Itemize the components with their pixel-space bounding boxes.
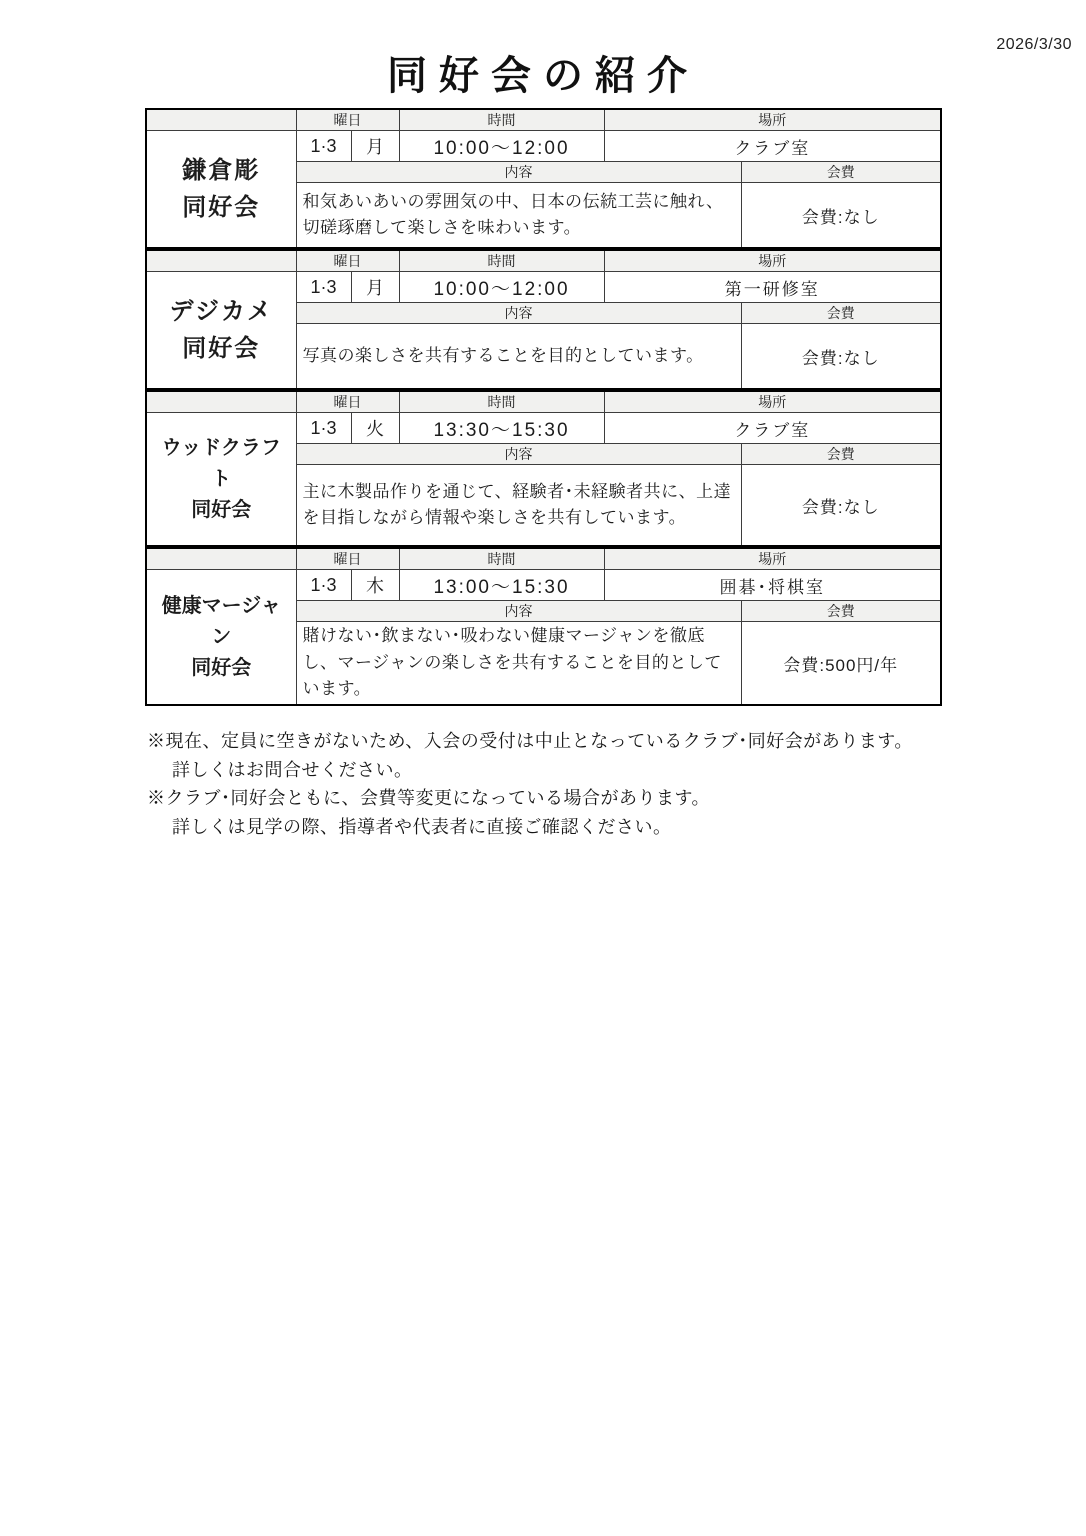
footnote-line: ※現在、定員に空きがないため、入会の受付は中止となっているクラブ･同好会があります。: [147, 731, 913, 751]
header-content: 内容: [296, 303, 741, 324]
fee-value: 会費:なし: [741, 465, 941, 547]
page-title: 同好会の紹介: [387, 52, 699, 99]
club-name-line1: 健康マージャン: [161, 594, 281, 648]
club-block-digicame: [145, 249, 942, 390]
header-day: 曜日: [296, 391, 399, 413]
header-place: 場所: [604, 548, 941, 570]
header-fee: 会費: [741, 601, 941, 622]
place-value: クラブ室: [604, 413, 941, 444]
club-name-line2: 同好会: [182, 335, 261, 362]
name-header-cell: [146, 391, 296, 413]
header-time: 時間: [399, 548, 604, 570]
club-name-line2: 同好会: [182, 194, 261, 221]
header-time: 時間: [399, 391, 604, 413]
name-header-cell: [146, 548, 296, 570]
place-value: 第一研修室: [604, 272, 941, 303]
fee-value: 会費:500円/年: [741, 622, 941, 706]
fee-value: 会費:なし: [741, 183, 941, 249]
day-value: 月: [351, 131, 399, 162]
place-value: クラブ室: [604, 131, 941, 162]
header-day: 曜日: [296, 250, 399, 272]
time-value: 13:30～15:30: [399, 413, 604, 444]
header-place: 場所: [604, 391, 941, 413]
name-header-cell: [146, 109, 296, 131]
header-time: 時間: [399, 250, 604, 272]
club-block-kamakurabori: [145, 108, 942, 249]
name-header-cell: [146, 250, 296, 272]
club-tables: [145, 108, 940, 706]
club-block-mahjong: [145, 547, 942, 706]
day-value: 月: [351, 272, 399, 303]
weeks-value: 1·3: [296, 570, 351, 601]
header-fee: 会費: [741, 162, 941, 183]
header-content: 内容: [296, 162, 741, 183]
club-name: [146, 413, 296, 547]
header-place: 場所: [604, 109, 941, 131]
day-value: 木: [351, 570, 399, 601]
club-name: [146, 272, 296, 390]
header-day: 曜日: [296, 548, 399, 570]
header-place: 場所: [604, 250, 941, 272]
document-date: 2026/3/30: [996, 36, 1072, 53]
content-text: 和気あいあいの雰囲気の中、日本の伝統工芸に触れ、切磋琢磨して楽しさを味わいます。: [296, 183, 741, 249]
time-value: 10:00～12:00: [399, 131, 604, 162]
club-block-woodcraft: [145, 390, 942, 547]
weeks-value: 1·3: [296, 272, 351, 303]
club-name-line2: 同好会: [191, 498, 252, 521]
club-name: [146, 131, 296, 249]
day-value: 火: [351, 413, 399, 444]
footnote-line: ※クラブ･同好会ともに、会費等変更になっている場合があります。: [147, 788, 711, 808]
header-content: 内容: [296, 444, 741, 465]
time-value: 13:00～15:30: [399, 570, 604, 601]
fee-value: 会費:なし: [741, 324, 941, 390]
time-value: 10:00～12:00: [399, 272, 604, 303]
club-name-line1: ウッドクラフト: [161, 436, 281, 490]
club-name-line2: 同好会: [191, 656, 252, 679]
footnotes: [147, 727, 967, 841]
content-text: 賭けない･飲まない･吸わない健康マージャンを徹底し、マージャンの楽しさを共有することを目的としています。: [296, 622, 741, 706]
header-day: 曜日: [296, 109, 399, 131]
header-fee: 会費: [741, 444, 941, 465]
place-value: 囲碁･将棋室: [604, 570, 941, 601]
content-text: 主に木製品作りを通じて、経験者･未経験者共に、上達を目指しながら情報や楽しさを共有しています。: [296, 465, 741, 547]
header-content: 内容: [296, 601, 741, 622]
content-text: 写真の楽しさを共有することを目的としています。: [296, 324, 741, 390]
weeks-value: 1·3: [296, 413, 351, 444]
header-fee: 会費: [741, 303, 941, 324]
header-time: 時間: [399, 109, 604, 131]
club-name-line1: 鎌倉彫: [182, 156, 261, 184]
weeks-value: 1·3: [296, 131, 351, 162]
footnote-line: 詳しくは見学の際、指導者や代表者に直接ご確認ください。: [172, 816, 672, 837]
footnote-line: 詳しくはお問合せください。: [172, 759, 413, 780]
club-name-line1: デジカメ: [169, 297, 274, 325]
club-name: [146, 570, 296, 706]
